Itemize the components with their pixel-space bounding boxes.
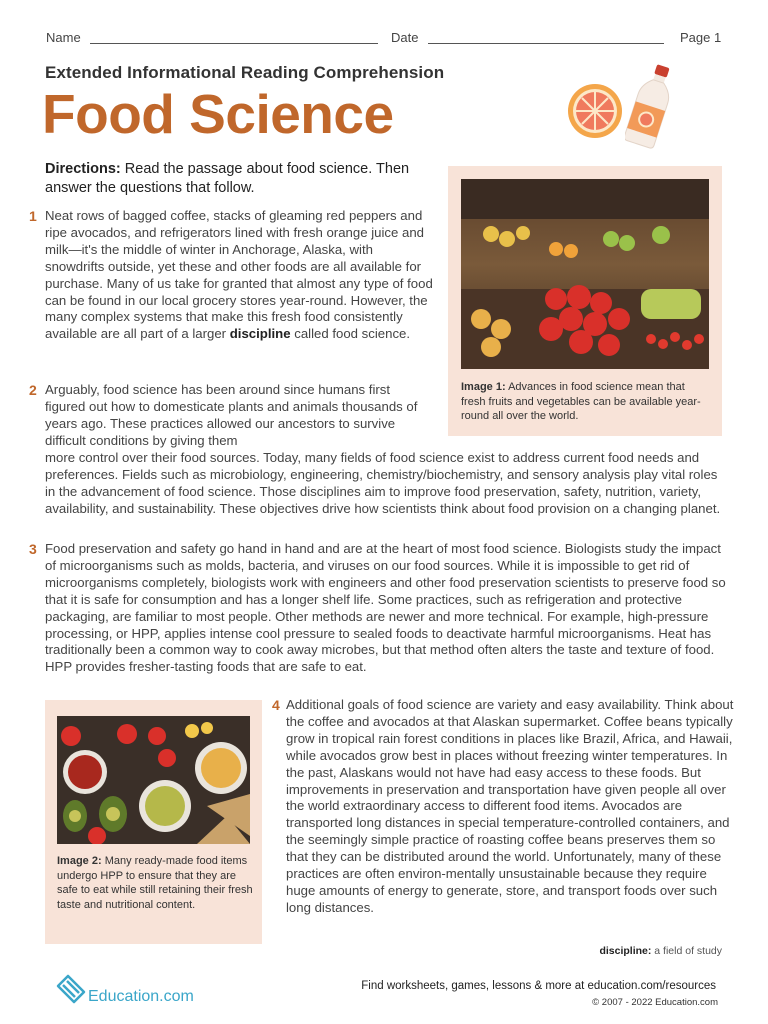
paragraph-3-number: 3 <box>29 541 37 557</box>
footer-resources[interactable]: Find worksheets, games, lessons & more at education.com/resources <box>361 980 716 992</box>
directions-text: Read the passage about food science. Then answer the questions that follow. <box>45 161 410 196</box>
page-title: Food Science <box>42 83 394 145</box>
date-field[interactable] <box>428 43 664 44</box>
paragraph-2-number: 2 <box>29 382 37 398</box>
paragraph-1-text: Neat rows of bagged coffee, stacks of gleaming red peppers and ripe avocados, and refrigerators lined with fresh orange juice and milk—it's the middle of winter in Anchorage, Alaska, with snowdrifts outside, yet these and other foods are all available for purchase. Many of us take for granted that almost any type of food can be found in our local grocery stores year-round. However, the many complex systems that make this fresh food consistently available are all part of a larger <box>45 208 433 342</box>
worksheet-subtitle: Extended Informational Reading Comprehension <box>45 63 445 82</box>
image-1-label: Image 1: <box>461 381 506 393</box>
ready-made-food-photo <box>57 716 250 844</box>
glossary-note <box>599 945 722 957</box>
image-2-caption <box>57 854 255 912</box>
paragraph-1-number: 1 <box>29 208 37 224</box>
image-2-box <box>45 700 262 944</box>
page-number: Page 1 <box>680 30 722 45</box>
image-1-caption <box>461 380 709 424</box>
name-label: Name <box>46 30 81 45</box>
footer-copyright: © 2007 - 2022 Education.com <box>592 997 718 1008</box>
name-field[interactable] <box>90 43 378 44</box>
image-1-box <box>448 166 722 436</box>
produce-market-photo <box>461 179 709 369</box>
grapefruit-icon <box>566 82 624 140</box>
paragraph-3: Food preservation and safety go hand in hand and are at the heart of most food science. Biologists study the impact of microorganisms such as molds, bacteria, and viruses on our food sources. While it is impossible to get rid of microorganisms completely, biologists work with engineers and other food preservation scientists to preserve food so that it is safe for consumption and has a longer shelf life. Some practices, such as refrigeration and protective packaging, are familiar to most people. Other methods are newer and more technical. For example, high-pressure processing, or HPP, applies intense cool pressure to sealed foods to deactivate harmful microorganisms. Heat has traditionally been a common way to cook away microbes, but that method often alters the taste and texture of food. HPP provides fresher-tasting foods that are safe to eat. <box>45 541 726 675</box>
directions-label: Directions: <box>45 161 121 177</box>
education-com-logo-icon <box>54 972 88 1004</box>
juice-bottle-icon <box>625 62 675 150</box>
image-2-caption-text: Many ready-made food items undergo HPP to ensure that they are safe to eat while still retaining their fresh taste and nutritional content. <box>57 855 253 911</box>
paragraph-1 <box>45 208 433 343</box>
paragraph-2-part-a: Arguably, food science has been around since humans first figured out how to domesticate plants and animals thousands of years ago. These practices allowed our ancestors to survive difficult conditions by giving them <box>45 382 418 448</box>
paragraph-4-number: 4 <box>272 697 280 713</box>
image-2-label: Image 2: <box>57 855 102 867</box>
directions <box>45 160 445 198</box>
paragraph-2-part-b: more control over their food sources. Today, many fields of food science exist to address current food needs and preferences. Fields such as microbiology, engineering, chemistry/biochemistry, and sensory analysis play vital roles in the advancement of food science. Those disciplines aim to improve food preservation, safety, nutrition, variety, availability, and sustainability. These objectives drive how scientists think about food provision on a changing planet. <box>45 450 721 516</box>
paragraph-4: Additional goals of food science are variety and easy availability. Think about the coffee and avocados at that Alaskan supermarket. Coffee beans typically grow in tropical rain forest conditions in places like Brazil, Africa, and Hawaii, while avocados grow best in places without freezing winter temperatures. In the past, Alaskans would not have had easy access to these foods. But improvements in preservation and transportation have given people all over the world extraordinary access to different food items. Avocados are transported long distances in special temperature-controlled containers, and the seemingly simple practice of roasting coffee beans preserves them so that they can be distributed around the world. Unfortunately, many of these practices are often environ-mentally unsustainable because they require huge amounts of energy to generate, store, and transport foods over such long distances. <box>286 697 734 915</box>
glossary-definition: a field of study <box>651 945 722 957</box>
date-label: Date <box>391 30 419 45</box>
image-1-caption-text: Advances in food science mean that fresh fruits and vegetables can be available year-round all over the world. <box>461 381 701 422</box>
paragraph-1-tail: called food science. <box>290 326 411 342</box>
glossary-term: discipline: <box>599 945 652 957</box>
education-com-logo-text[interactable]: Education.com <box>88 988 194 1005</box>
glossary-term-discipline: discipline <box>229 326 291 342</box>
